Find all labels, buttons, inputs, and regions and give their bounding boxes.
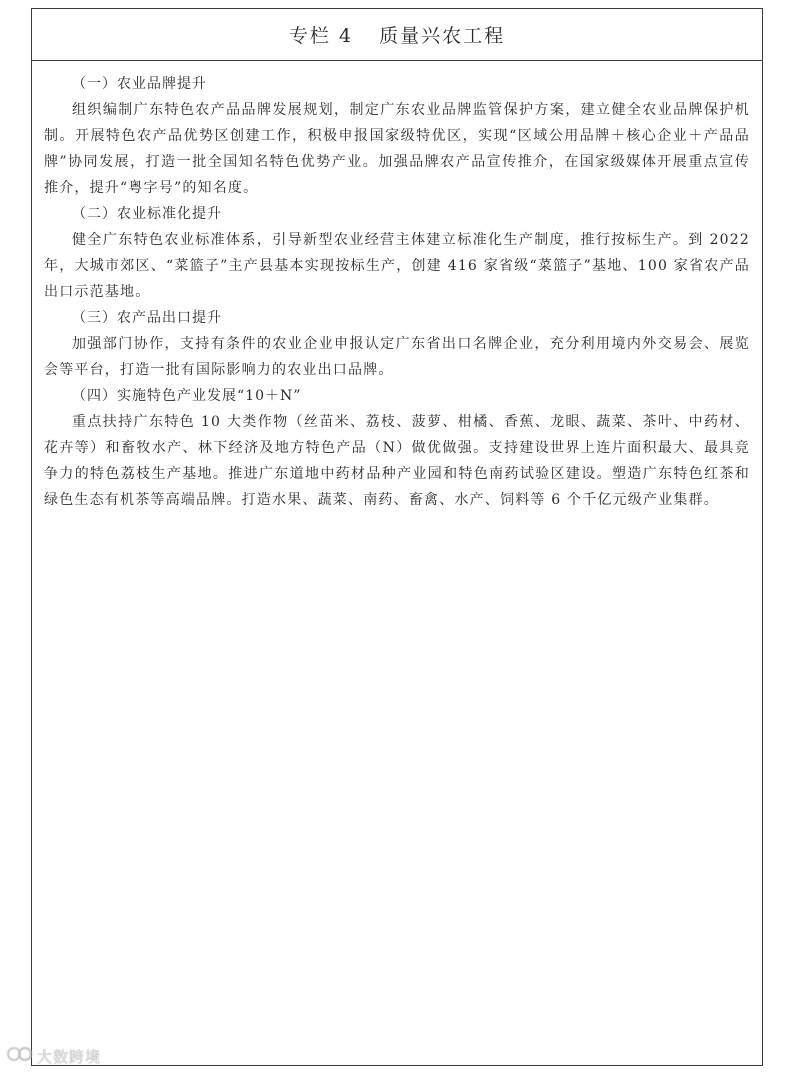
box-body: [32, 61, 762, 513]
box-title-main: 质量兴农工程: [379, 25, 506, 47]
logo-icon: [6, 1043, 34, 1069]
section-heading-4: （四）实施特色产业发展“10＋N”: [72, 388, 302, 404]
section-heading-2: （二）农业标准化提升: [72, 206, 222, 222]
section-body-1: 组织编制广东特色农产品品牌发展规划，制定广东农业品牌监管保护方案，建立健全农业品牌保护机制。开展特色农产品优势区创建工作，积极申报国家级特优区，实现“区域公用品牌＋核心企业＋产品品牌”协同发展，打造一批全国知名特色优势产业。加强品牌农产品宣传推介，在国家级媒体开展重点宣传推介，提升“粤字号”的知名度。: [44, 102, 750, 196]
watermark: [6, 1043, 101, 1069]
section-body-4: 重点扶持广东特色 10 大类作物（丝苗米、荔枝、菠萝、柑橘、香蕉、龙眼、蔬菜、茶叶、中药材、花卉等）和畜牧水产、林下经济及地方特色产品（N）做优做强。支持建设世界上连片面积最大、最具竞争力的特色荔枝生产基地。推进广东道地中药材品种产业园和特色南药试验区建设。塑造广东特色红茶和绿色生态有机茶等高端品牌。打造水果、蔬菜、南药、畜禽、水产、饲料等 6 个千亿元级产业集群。: [44, 414, 750, 508]
box-header: [32, 9, 762, 61]
watermark-text: 大数跨境: [37, 1047, 102, 1066]
section-body-2: 健全广东特色农业标准体系，引导新型农业经营主体建立标准化生产制度，推行按标生产。到 2022 年，大城市郊区、“菜篮子”主产县基本实现按标生产，创建 416 家省级“菜篮子”基地、100 家省农产品出口示范基地。: [44, 232, 750, 300]
box-title: [289, 21, 505, 48]
section-heading-3: （三）农产品出口提升: [72, 310, 222, 326]
box-title-prefix: 专栏 4: [288, 25, 354, 47]
feature-box: [31, 8, 763, 1066]
section-body-3: 加强部门协作，支持有条件的农业企业申报认定广东省出口名牌企业，充分利用境内外交易会、展览会等平台，打造一批有国际影响力的农业出口品牌。: [44, 336, 750, 378]
section-heading-1: （一）农业品牌提升: [72, 76, 207, 92]
